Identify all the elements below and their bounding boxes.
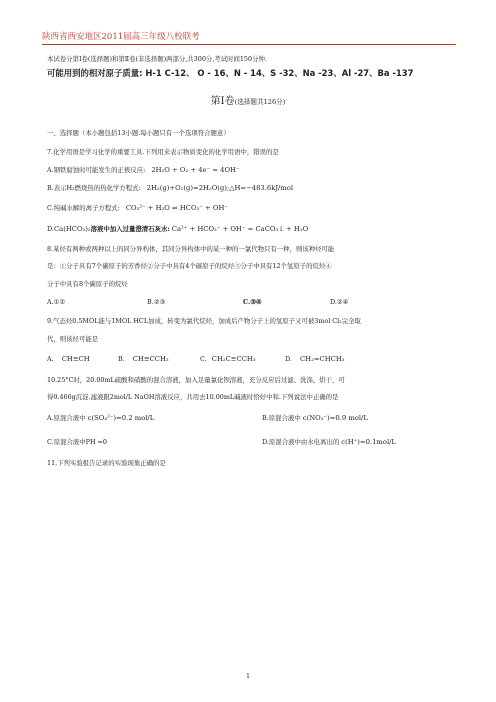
q7-option-a bbox=[47, 166, 240, 175]
atomic-masses: 可能用到的相对原子质量: H-1 C-12、 O - 16、N - 14、S -32、Na -23、Al -27、Ba -137 bbox=[47, 68, 414, 78]
q7-stem: 7.化学用语是学习化学的重要工具.下列用来表示物质变化的化学用语中，错误的是 bbox=[47, 148, 279, 156]
q10-d-label: D.原混合液中由水电离出的 bbox=[262, 438, 340, 446]
q9-d-label: D. bbox=[285, 355, 292, 363]
q8-option-d: D.②④ bbox=[330, 298, 349, 306]
q7-b-label: B.表示H₂燃烧热的热化学方程式: bbox=[47, 184, 141, 192]
q10-d-equation: c(H⁺)=0.1mol/L bbox=[341, 438, 396, 446]
q7-c-equation: CO₃²⁻ + H₂O ⇌ HCO₃⁻ + OH⁻ bbox=[125, 204, 228, 212]
q9-c-formula: CH₂C≡CCH₃ bbox=[211, 355, 256, 363]
q9-option-d bbox=[285, 355, 345, 364]
page-number: 1 bbox=[246, 673, 250, 680]
q8-option-a: A.①② bbox=[47, 298, 66, 306]
q9-stem: 9.气态烃0.5MOL能与1MOL HCL加成，转变为氯代烷烃，加成后产物分子上的氢原子又可被3mol Cl₂完全取 bbox=[47, 317, 361, 325]
q8-option-c: C.③④ bbox=[243, 298, 262, 306]
intro-text: 本试卷分第Ⅰ卷(选择题)和第Ⅱ卷(非选择题)两部分,共300分,考试时间150分钟. bbox=[47, 55, 267, 63]
q9-b-label: B. bbox=[118, 355, 125, 363]
q7-d-formula: Ca(HCO₃)₂ bbox=[53, 225, 91, 233]
q9-a-label: A. bbox=[47, 355, 54, 363]
q7-d-prefix: D. bbox=[47, 225, 54, 233]
q9-c-label: C. bbox=[200, 355, 207, 363]
q7-a-equation: 2H₂O + O₂ + 4e⁻ = 4OH⁻ bbox=[151, 166, 240, 174]
q8-option-b: B.②③ bbox=[147, 298, 166, 306]
q9-option-b bbox=[118, 355, 169, 364]
q7-a-label: A.钢铁腐蚀时可能发生的正极反应: bbox=[47, 166, 146, 174]
q8-stem: 8.某烃有两种或两种以上的同分异构体，其同分异构体中的某一种的一氯代物只有一种，则该种烃可能 bbox=[47, 245, 335, 253]
page-header: 陕西省西安地区2011届高三年级八校联考 bbox=[42, 30, 456, 45]
q10-option-d bbox=[262, 438, 396, 447]
section-heading bbox=[0, 92, 496, 107]
q10-stem-2: 得0.466g沉淀.滤液跟2mol/L NaOH溶液反应，共用去10.00mL碱液时恰好中和.下列说法中正确的是 bbox=[47, 393, 339, 401]
q7-option-d bbox=[47, 225, 308, 234]
q10-stem: 10.25°C时，20.00mL硫酸和硝酸的混合溶液，加入足量氯化钡溶液，充分反应后过滤、洗涤、烘干，可 bbox=[47, 376, 345, 384]
q11-stem: 11.下列实验报告记录的实验现象正确的是 bbox=[47, 459, 166, 467]
q10-a-equation: c(SO₄²⁻)=0.2 mol/L bbox=[87, 414, 155, 422]
q9-b-formula: CH≡CCH₃ bbox=[132, 355, 169, 363]
q9-option-c bbox=[200, 355, 256, 364]
q10-a-label: A.原混合液中 bbox=[47, 414, 86, 422]
part-one-heading: 一、选择题（本小题包括13小题.每小题只有一个选项符合题意） bbox=[47, 129, 230, 137]
q9-d-formula: CH₂=CHCH₃ bbox=[299, 355, 345, 363]
q10-option-b bbox=[262, 414, 368, 423]
q10-b-equation: c(NO₃⁻)=0.9 mol/L bbox=[302, 414, 368, 422]
q10-b-label: B.原混合液中 bbox=[262, 414, 301, 422]
q7-d-equation: Ca²⁺ + HCO₃⁻ + OH⁻ = CaCO₃↓ + H₂O bbox=[171, 225, 309, 233]
q7-option-c bbox=[47, 204, 228, 213]
q9-a-formula: CH≡CH bbox=[61, 355, 90, 363]
q7-c-label: C.纯碱水解的离子方程式: bbox=[47, 204, 120, 212]
q8-stem-3: 分子中具有8个碳原子的烷烃 bbox=[47, 280, 128, 288]
q9-stem-2: 代，则该烃可能是 bbox=[47, 335, 99, 343]
q10-option-c: C.原混合液中PH =0 bbox=[47, 438, 107, 446]
section-title: 第Ⅰ卷 bbox=[210, 96, 235, 107]
section-note: (选择题共126分) bbox=[234, 98, 286, 106]
q7-d-label: 溶液中加入过量澄清石灰水: bbox=[90, 225, 170, 233]
q7-b-equation: 2H₂(g)+O₂(g)=2H₂O(g);△H=−483.6kJ/mol bbox=[146, 184, 294, 192]
q10-option-a bbox=[47, 414, 154, 423]
q9-option-a bbox=[47, 355, 90, 364]
q8-stem-2: 是：①分子具有7个碳原子的芳香烃②分子中具有4个碳原子的烷烃③分子中具有12个氢原子的烷烃④ bbox=[47, 262, 332, 270]
q7-option-b bbox=[47, 184, 293, 193]
